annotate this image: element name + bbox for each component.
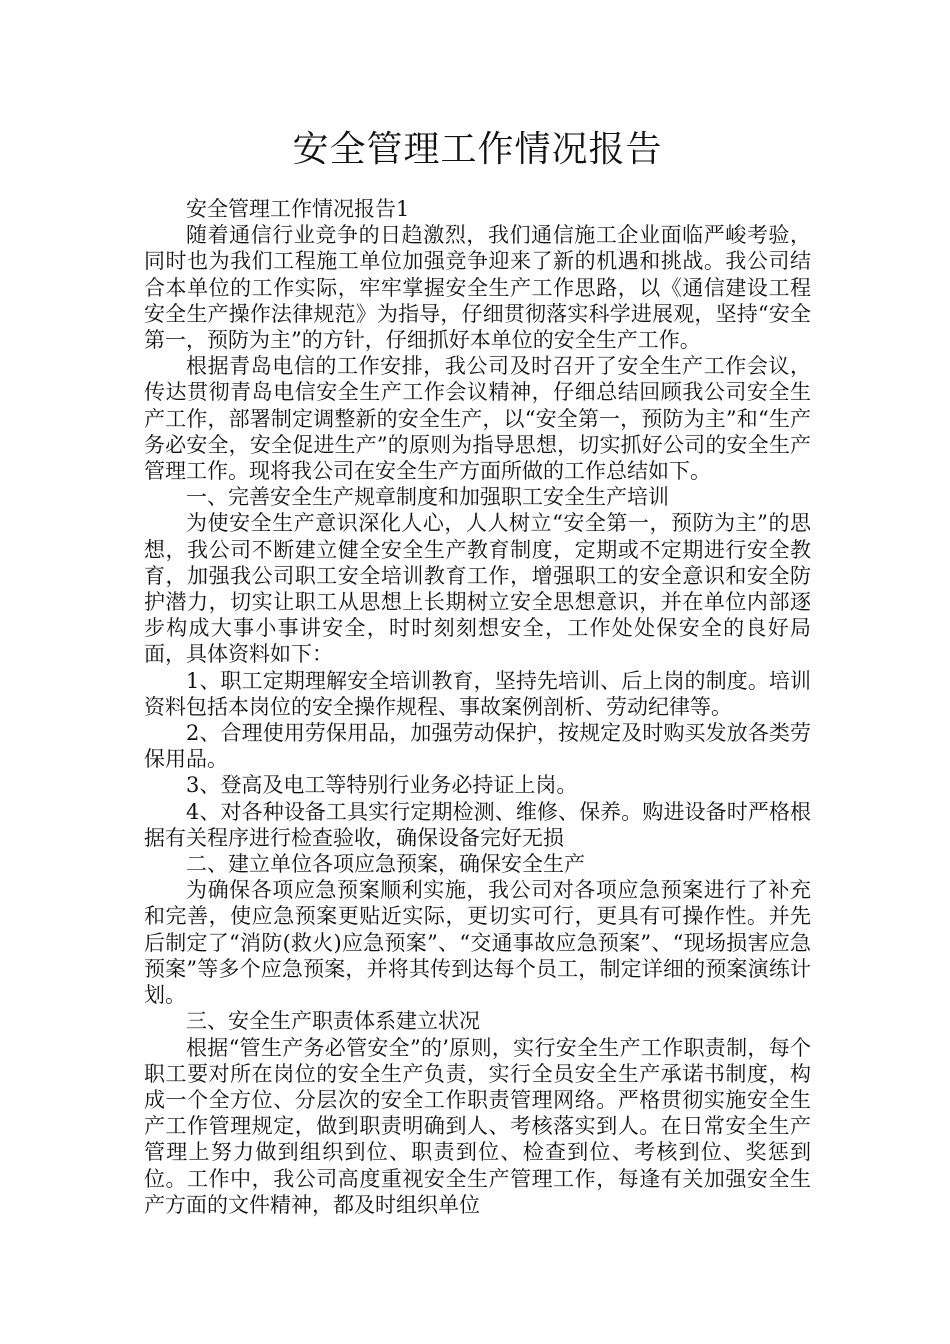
list-item: 3、登高及电工等特别行业务必持证上岗。: [186, 773, 578, 798]
section-heading-2: 二、建立单位各项应急预案，确保安全生产: [186, 852, 585, 877]
list-item: 4、对各种设备工具实行定期检测、维修、保养。购进设备时严格根据有关程序进行检查验收，确保设备完好无损: [144, 799, 811, 850]
paragraph: 根据青岛电信的工作安排，我公司及时召开了安全生产工作会议，传达贯彻青岛电信安全生产工作会议精神，仔细总结回顾我公司安全生产工作，部署制定调整新的安全生产，以“安全第一，预防为主”和“生产务必安全，安全促进生产”的原则为指导思想，切实抓好公司的安全生产管理工作。现将我公司在安全生产方面所做的工作总结如下。: [144, 354, 811, 484]
paragraph: 随着通信行业竞争的日趋激烈，我们通信施工企业面临严峻考验，同时也为我们工程施工单位加强竞争迎来了新的机遇和挑战。我公司结合本单位的工作实际，牢牢掌握安全生产工作思路，以《通信建设工程安全生产操作法律规范》为指导，仔细贯彻落实科学进展观，坚持“安全第一，预防为主”的方针，仔细抓好本单位的安全生产工作。: [144, 223, 811, 353]
document-title: 安全管理工作情况报告: [292, 129, 663, 170]
section-heading-3: 三、安全生产职责体系建立状况: [186, 1009, 480, 1034]
paragraph-subtitle: 安全管理工作情况报告1: [186, 197, 410, 221]
paragraph: 根据“管生产务必管安全”的’原则，实行安全生产工作职责制，每个职工要对所在岗位的安全生产负责，实行全员安全生产承诺书制度，构成一个全方位、分层次的安全工作职责管理网络。严格贯彻实施安全生产工作管理规定，做到职责明确到人、考核落实到人。在日常安全生产管理上努力做到组织到位、职责到位、检查到位、考核到位、奖惩到位。工作中，我公司高度重视安全生产管理工作，每逢有关加强安全生产方面的文件精神，都及时组织单位: [144, 1035, 811, 1217]
document-body: [144, 196, 811, 1218]
paragraph: 为使安全生产意识深化人心，人人树立“安全第一，预防为主”的思想，我公司不断建立健全安全生产教育制度，定期或不定期进行安全教育，加强我公司职工安全培训教育工作，增强职工的安全意识和安全防护潜力，切实让职工从思想上长期树立安全思想意识，并在单位内部逐步构成大事小事讲安全，时时刻刻想安全，工作处处保安全的良好局面，具体资料如下：: [144, 511, 811, 667]
section-heading-1: 一、完善安全生产规章制度和加强职工安全生产培训: [186, 485, 669, 510]
paragraph: 为确保各项应急预案顺利实施，我公司对各项应急预案进行了补充和完善，使应急预案更贴近实际，更切实可行，更具有可操作性。并先后制定了“消防(救火)应急预案”、“交通事故应急预案”、“现场损害应急预案”等多个应急预案，并将其传到达每个员工，制定详细的预案演练计划。: [144, 878, 811, 1008]
list-item: 1、职工定期理解安全培训教育，坚持先培训、后上岗的制度。培训资料包括本岗位的安全操作规程、事故案例剖析、劳动纪律等。: [144, 668, 811, 719]
list-item: 2、合理使用劳保用品，加强劳动保护，按规定及时购买发放各类劳保用品。: [144, 721, 811, 772]
